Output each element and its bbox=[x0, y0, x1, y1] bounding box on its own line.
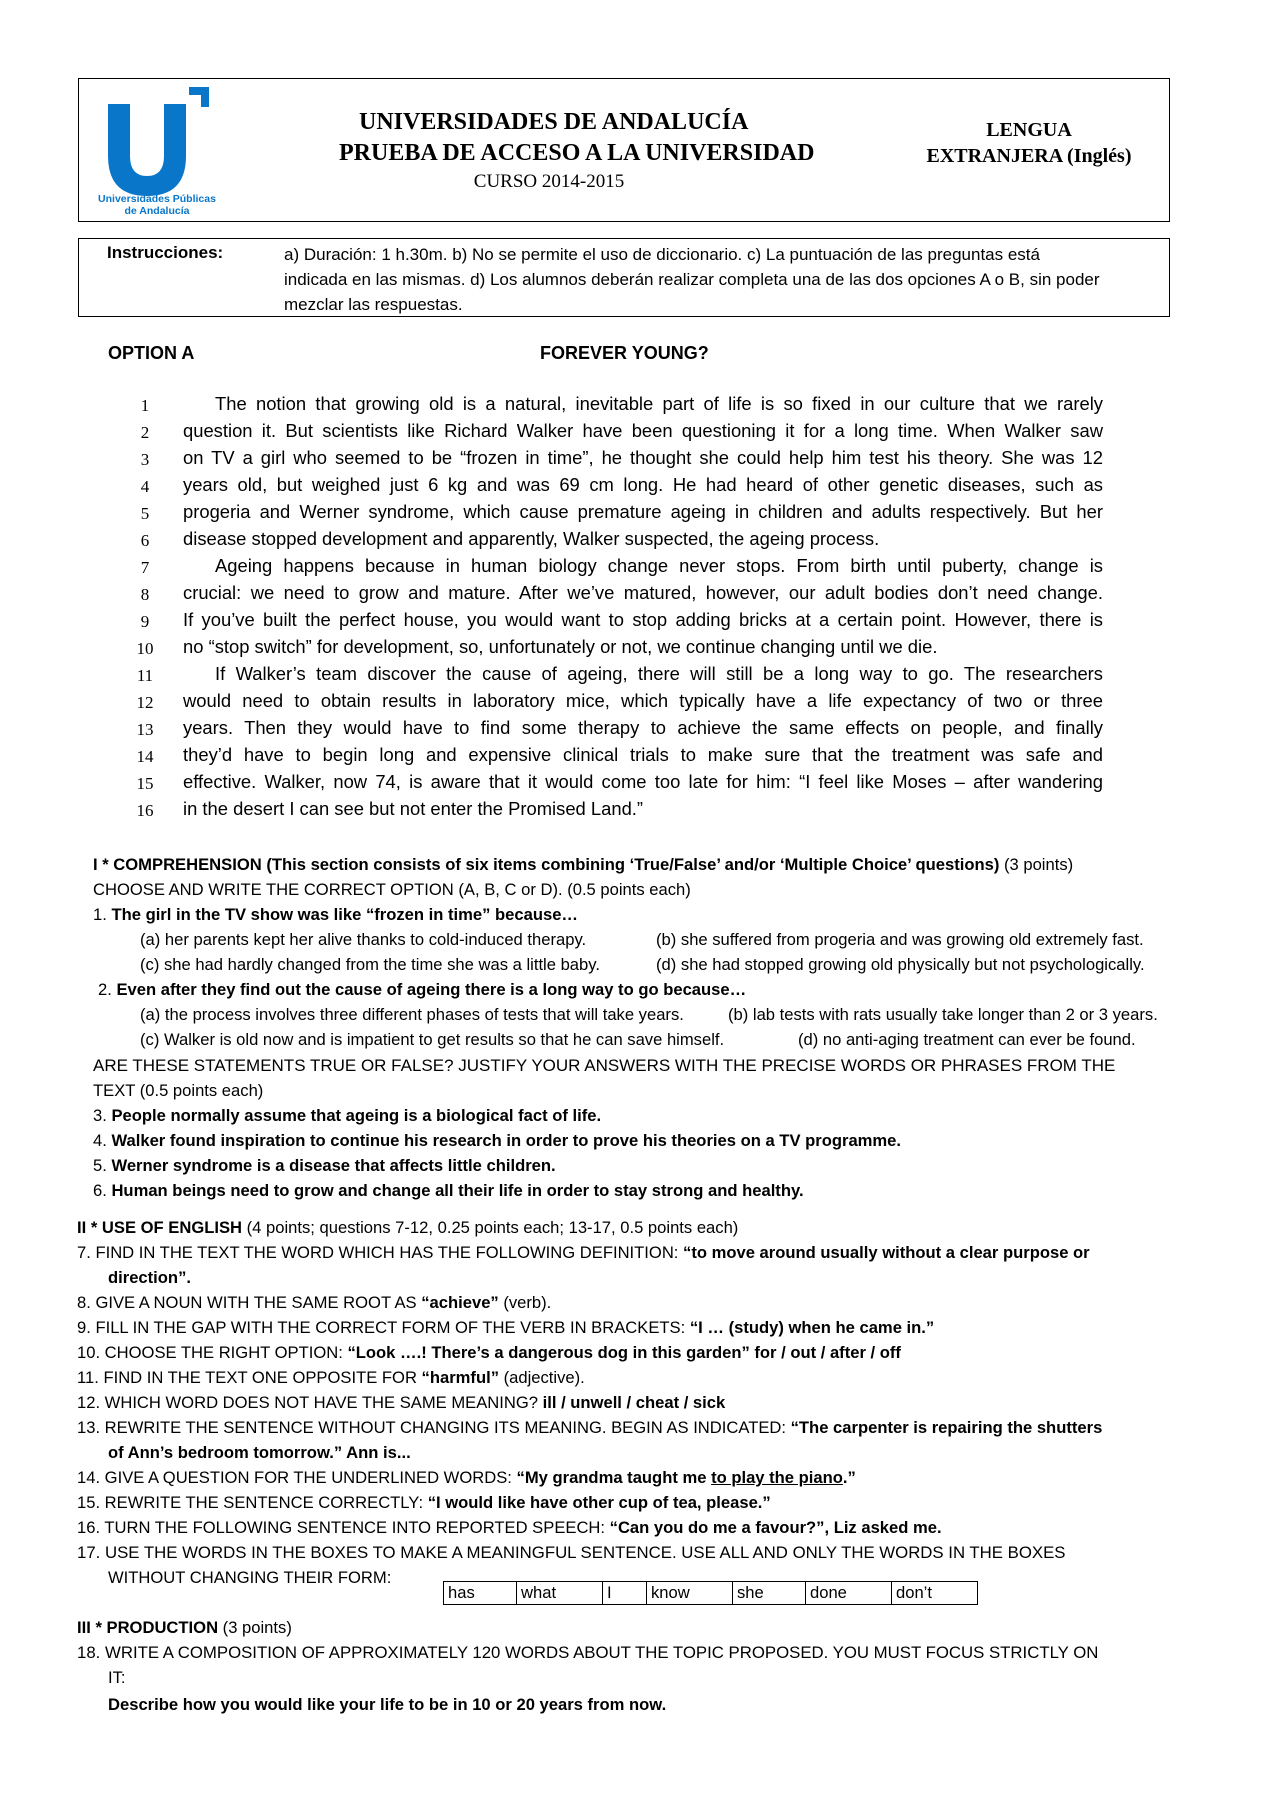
question-4 bbox=[93, 1131, 901, 1151]
composition-topic: Describe how you would like your life to be in 10 or 20 years from now. bbox=[108, 1695, 667, 1714]
word-boxes bbox=[443, 1581, 978, 1605]
text-line: years. Then they would have to find some therapy to achieve the same effects on people, and finally bbox=[183, 717, 1103, 738]
line-number: 2 bbox=[140, 423, 150, 442]
question-text: Even after they find out the cause of ageing there is a long way to go because… bbox=[116, 980, 747, 999]
line-number: 6 bbox=[140, 531, 150, 550]
instructions-box bbox=[78, 238, 1170, 317]
question-text: The girl in the TV show was like “frozen in time” because… bbox=[111, 905, 579, 924]
exam-header bbox=[78, 78, 1170, 222]
question-7 bbox=[77, 1243, 1090, 1263]
line-number: 10 bbox=[136, 639, 154, 658]
question-2 bbox=[98, 980, 746, 1000]
question-10 bbox=[77, 1343, 901, 1363]
question-9 bbox=[77, 1318, 934, 1338]
question-5 bbox=[93, 1156, 556, 1176]
question-text: Walker found inspiration to continue his research in order to prove his theories on a TV programme. bbox=[111, 1131, 902, 1150]
question-text: People normally assume that ageing is a biological fact of life. bbox=[111, 1106, 602, 1125]
university-logo bbox=[89, 84, 229, 216]
reading-title: FOREVER YOUNG? bbox=[540, 343, 709, 363]
comprehension-heading bbox=[93, 855, 1073, 875]
line-number: 8 bbox=[140, 585, 150, 604]
question-instruction: 12. WHICH WORD DOES NOT HAVE THE SAME MEANING? bbox=[77, 1393, 543, 1412]
question-instruction: 7. FIND IN THE TEXT THE WORD WHICH HAS THE FOLLOWING DEFINITION: bbox=[77, 1243, 684, 1262]
question-text: “Can you do me a favour?”, Liz asked me. bbox=[609, 1518, 942, 1537]
text-line: If you’ve built the perfect house, you would want to stop adding bricks at a certain point. However, there is bbox=[183, 609, 1103, 630]
text-line: years old, but weighed just 6 kg and was 69 cm long. He had heard of other genetic diseases, such as bbox=[183, 474, 1103, 495]
text-line: would need to obtain results in laboratory mice, which typically have a life expectancy of two or three bbox=[183, 690, 1103, 711]
question-text: “to move around usually without a clear purpose or bbox=[683, 1243, 1090, 1262]
question-instruction: 10. CHOOSE THE RIGHT OPTION: bbox=[77, 1343, 348, 1362]
text-line: progeria and Werner syndrome, which cause premature ageing in children and adults respectively. But her bbox=[183, 501, 1103, 522]
heading-points: (3 points) bbox=[218, 1618, 292, 1637]
word-box: what bbox=[517, 1582, 603, 1604]
question-17: 17. USE THE WORDS IN THE BOXES TO MAKE A MEANINGFUL SENTENCE. USE ALL AND ONLY THE WORDS IN THE BOXES bbox=[77, 1543, 1066, 1562]
word-box: I bbox=[603, 1582, 647, 1604]
question-number: 3. bbox=[93, 1106, 112, 1125]
university-title: UNIVERSIDADES DE ANDALUCÍA bbox=[359, 109, 749, 135]
question-text: “I would like have other cup of tea, please.” bbox=[427, 1493, 771, 1512]
choose-instruction: CHOOSE AND WRITE THE CORRECT OPTION (A, B, C or D). (0.5 points each) bbox=[93, 880, 691, 899]
heading-points: (4 points; questions 7-12, 0.25 points each; 13-17, 0.5 points each) bbox=[242, 1218, 739, 1237]
option-2d: (d) no anti-aging treatment can ever be found. bbox=[798, 1030, 1136, 1049]
option-label: OPTION A bbox=[108, 343, 195, 363]
comprehension-heading-text: I * COMPREHENSION (This section consists of six items combining ‘True/False’ and/or ‘Multiple Choice’ questions) bbox=[93, 855, 1000, 874]
word-box: has bbox=[444, 1582, 517, 1604]
question-text: Werner syndrome is a disease that affects little children. bbox=[111, 1156, 556, 1175]
question-15 bbox=[77, 1493, 771, 1513]
line-number: 14 bbox=[136, 747, 154, 766]
question-text: “Look ….! There’s a dangerous dog in this garden” for / out / after / off bbox=[347, 1343, 901, 1362]
question-number: 5. bbox=[93, 1156, 112, 1175]
question-13-cont: of Ann’s bedroom tomorrow.” Ann is... bbox=[108, 1443, 411, 1462]
text-line: no “stop switch” for development, so, unfortunately or not, we continue changing until we die. bbox=[183, 636, 938, 657]
word-box: know bbox=[647, 1582, 733, 1604]
line-number: 11 bbox=[136, 666, 154, 685]
question-text: “My grandma taught me bbox=[516, 1468, 712, 1487]
line-number: 12 bbox=[136, 693, 154, 712]
question-instruction: 8. GIVE A NOUN WITH THE SAME ROOT AS bbox=[77, 1293, 422, 1312]
word-box: she bbox=[733, 1582, 806, 1604]
question-note: (adjective). bbox=[499, 1368, 585, 1387]
text-line: disease stopped development and apparently, Walker suspected, the ageing process. bbox=[183, 528, 880, 549]
text-line: If Walker’s team discover the cause of ageing, there will still be a long way to go. The researchers bbox=[215, 663, 1103, 684]
question-17-cont: WITHOUT CHANGING THEIR FORM: bbox=[108, 1568, 392, 1587]
text-line: The notion that growing old is a natural, inevitable part of life is so fixed in our culture that we rarely bbox=[215, 393, 1103, 414]
line-number: 13 bbox=[136, 720, 154, 739]
text-line: crucial: we need to grow and mature. After we’ve matured, however, our adult bodies don’t need change. bbox=[183, 582, 1103, 603]
question-1 bbox=[93, 905, 578, 925]
question-instruction: 13. REWRITE THE SENTENCE WITHOUT CHANGING ITS MEANING. BEGIN AS INDICATED: bbox=[77, 1418, 791, 1437]
subject-line-1: LENGUA bbox=[986, 119, 1072, 141]
question-text: ill / unwell / cheat / sick bbox=[542, 1393, 726, 1412]
text-line: in the desert I can see but not enter the Promised Land.” bbox=[183, 798, 644, 819]
question-14 bbox=[77, 1468, 856, 1488]
line-number: 1 bbox=[140, 396, 150, 415]
question-12 bbox=[77, 1393, 725, 1413]
logo-text-line-2: de Andalucía bbox=[124, 205, 190, 216]
logo-text-line-1: Universidades Públicas bbox=[98, 193, 216, 205]
question-6 bbox=[93, 1181, 804, 1201]
line-number: 9 bbox=[140, 612, 150, 631]
exam-title: PRUEBA DE ACCESO A LA UNIVERSIDAD bbox=[339, 140, 815, 166]
option-1c: (c) she had hardly changed from the time she was a little baby. bbox=[140, 955, 600, 974]
line-number: 7 bbox=[140, 558, 150, 577]
instructions-text bbox=[284, 242, 1144, 317]
instructions-line: mezclar las respuestas. bbox=[284, 295, 463, 314]
question-13 bbox=[77, 1418, 1102, 1438]
question-number: 2. bbox=[98, 980, 117, 999]
option-1b: (b) she suffered from progeria and was growing old extremely fast. bbox=[656, 930, 1144, 949]
instructions-line: a) Duración: 1 h.30m. b) No se permite el uso de diccionario. c) La puntuación de las preguntas está bbox=[284, 245, 1040, 264]
question-number: 6. bbox=[93, 1181, 112, 1200]
text-line: effective. Walker, now 74, is aware that it would come too late for him: “I feel like Moses – after wandering bbox=[183, 771, 1103, 792]
word-box: done bbox=[806, 1582, 892, 1604]
option-2a: (a) the process involves three different phases of tests that will take years. bbox=[140, 1005, 684, 1024]
underlined-words: to play the piano bbox=[711, 1468, 843, 1487]
use-of-english-heading bbox=[77, 1218, 738, 1238]
question-number: 4. bbox=[93, 1131, 112, 1150]
word-box: don’t bbox=[896, 1583, 932, 1602]
line-number: 4 bbox=[140, 477, 150, 496]
option-2b: (b) lab tests with rats usually take longer than 2 or 3 years. bbox=[728, 1005, 1158, 1024]
production-heading bbox=[77, 1618, 292, 1638]
question-note: (verb). bbox=[498, 1293, 552, 1312]
line-number: 3 bbox=[140, 450, 150, 469]
text-line: on TV a girl who seemed to be “frozen in time”, he thought she could help him test his theory. She was 12 bbox=[183, 447, 1103, 468]
question-text-end: .” bbox=[842, 1468, 856, 1487]
heading-text: III * PRODUCTION bbox=[77, 1618, 219, 1637]
question-text: “The carpenter is repairing the shutters bbox=[790, 1418, 1103, 1437]
question-text: “achieve” bbox=[421, 1293, 499, 1312]
question-text: Human beings need to grow and change all their life in order to stay strong and healthy. bbox=[111, 1181, 804, 1200]
question-instruction: 15. REWRITE THE SENTENCE CORRECTLY: bbox=[77, 1493, 428, 1512]
comprehension-points: (3 points) bbox=[999, 855, 1074, 874]
subject-line-2: EXTRANJERA (Inglés) bbox=[926, 145, 1132, 167]
option-1d: (d) she had stopped growing old physically but not psychologically. bbox=[656, 955, 1145, 974]
true-false-instruction-2: TEXT (0.5 points each) bbox=[93, 1081, 264, 1100]
text-line: Ageing happens because in human biology change never stops. From birth until puberty, change is bbox=[215, 555, 1103, 576]
line-number: 15 bbox=[136, 774, 154, 793]
question-instruction: 16. TURN THE FOLLOWING SENTENCE INTO REPORTED SPEECH: bbox=[77, 1518, 610, 1537]
text-line: question it. But scientists like Richard Walker have been questioning it for a long time. When Walker saw bbox=[183, 420, 1103, 441]
instructions-label: Instrucciones: bbox=[107, 243, 224, 262]
true-false-instruction: ARE THESE STATEMENTS TRUE OR FALSE? JUSTIFY YOUR ANSWERS WITH THE PRECISE WORDS OR PHRASES FROM THE bbox=[93, 1056, 1116, 1075]
question-instruction: 11. FIND IN THE TEXT ONE OPPOSITE FOR bbox=[77, 1368, 422, 1387]
question-instruction: 9. FILL IN THE GAP WITH THE CORRECT FORM OF THE VERB IN BRACKETS: bbox=[77, 1318, 690, 1337]
option-1a: (a) her parents kept her alive thanks to cold-induced therapy. bbox=[140, 930, 587, 949]
question-11 bbox=[77, 1368, 585, 1388]
question-7-cont: direction”. bbox=[108, 1268, 191, 1287]
question-18-cont: IT: bbox=[108, 1668, 126, 1687]
question-18: 18. WRITE A COMPOSITION OF APPROXIMATELY 120 WORDS ABOUT THE TOPIC PROPOSED. YOU MUST FOCUS STRICTLY ON bbox=[77, 1643, 1099, 1662]
course-year: CURSO 2014-2015 bbox=[473, 171, 625, 192]
heading-text: II * USE OF ENGLISH bbox=[77, 1218, 243, 1237]
question-number: 1. bbox=[93, 905, 112, 924]
line-number: 5 bbox=[140, 504, 150, 523]
question-8 bbox=[77, 1293, 551, 1313]
instructions-line: indicada en las mismas. d) Los alumnos deberán realizar completa una de las dos opciones A o B, sin poder bbox=[284, 270, 1100, 289]
line-number: 16 bbox=[136, 801, 154, 820]
question-3 bbox=[93, 1106, 601, 1126]
text-line: they’d have to begin long and expensive clinical trials to make sure that the treatment was safe and bbox=[183, 744, 1103, 765]
question-16 bbox=[77, 1518, 942, 1538]
question-text: “I … (study) when he came in.” bbox=[689, 1318, 935, 1337]
question-instruction: 14. GIVE A QUESTION FOR THE UNDERLINED WORDS: bbox=[77, 1468, 517, 1487]
option-2c: (c) Walker is old now and is impatient to get results so that he can save himself. bbox=[140, 1030, 725, 1049]
question-text: “harmful” bbox=[421, 1368, 499, 1387]
